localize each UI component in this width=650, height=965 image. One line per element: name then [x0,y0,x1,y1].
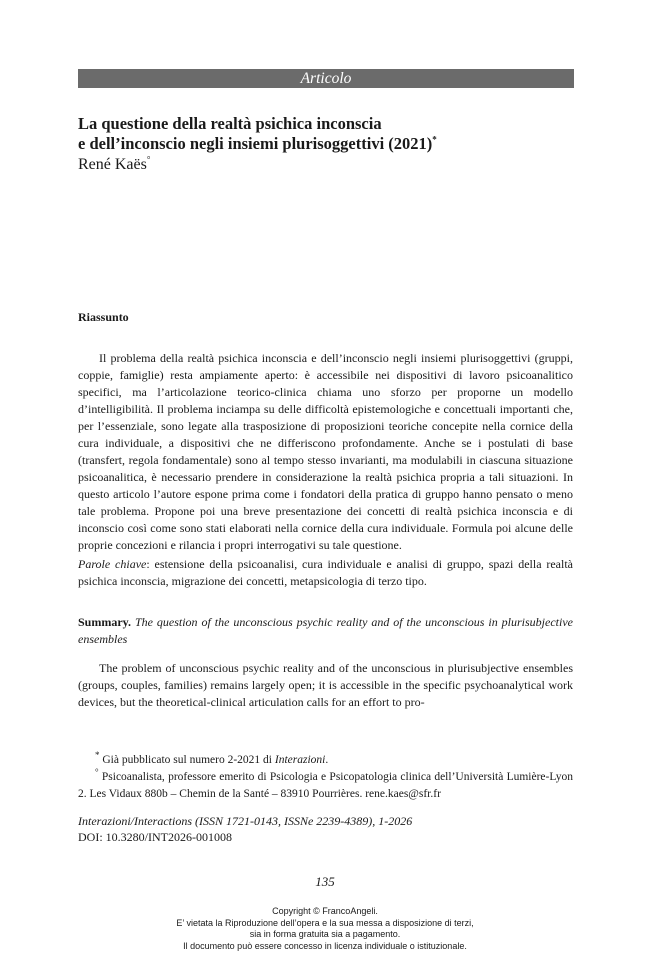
section-banner: Articolo [78,69,574,88]
summary-title: The question of the unconscious psychic reality and of the unconscious in plurisubjective ensembles [78,615,573,646]
copyright-line-4: Il documento può essere concesso in licenza individuale o istituzionale. [183,940,467,951]
riassunto-heading: Riassunto [78,310,129,324]
footnote-1-journal: Interazioni [274,754,326,766]
article-title-line2 [78,134,578,154]
author-footnote-mark: ° [146,154,151,165]
author-name-text: René Kaës [78,156,147,173]
journal-line: Interazioni/Interactions (ISSN 1721-0143, ISSNe 2239-4389), 1-2026 [78,814,413,828]
summary-paragraph [78,660,573,711]
footnote-1-end: . [325,754,329,766]
page-number: 135 [315,874,335,889]
copyright-line-1: Copyright © FrancoAngeli. [272,906,378,916]
title-footnote-mark: * [432,134,437,145]
author-name [78,156,150,174]
parole-chiave-label: Parole chiave [78,557,147,571]
summary-heading-paragraph [78,614,573,648]
copyright-line-3: sia in forma gratuita sia a pagamento. [249,929,401,939]
article-title-line1: La questione della realtà psichica inconscia [78,114,382,133]
footnote-2-text: Psicoanalista, professore emerito di Psicologia e Psicopatologia clinica dell’Università Lumière-Lyon 2. Les Vidaux 880b – Chemin de la Santé – 83910 Pourrières. rene.kaes@sfr.fr [78,771,574,800]
footnote-1-mark: * [95,750,100,761]
riassunto-text: Il problema della realtà psichica inconscia e dell’inconscio negli insiemi plurisoggettivi (gruppi, coppie, famiglie) resta ampiamente aperto: è accessibile nei dispositivi di lavoro psicoanalitico specifici, ma l’articolazione teorico-clinica chiama uno sforzo per proporne un modello d’intelligibilità. Il problema inciampa su delle difficoltà epistemologiche e concettuali importanti che, per l’essenziale, sono legate alla trasposizione di proposizioni teoriche concepite nella cornice della cura individuale, a dispositivi che ne differiscono profondamente. Anche se i postulati di base (transfert, regola fondamentale) sono al tempo stesso invarianti, ma modulabili in ciascuna situazione psicoanalitica, è necessario prendere in considerazione la realtà psichica propria a tali situazioni. In questo articolo l’autore espone prima come i fondatori della pratica di gruppo hanno pensato o meno tale problema. Propone poi una breve presentazione dei concetti di realtà psichica inconscia e di inconscio così come sono stati elaborati nella cornice della cura individuale. Formula poi alcune delle proprie concezioni e rilancia i propri interrogativi su tale questione. [78,351,573,552]
copyright-line-2: E’ vietata la Riproduzione dell’opera e la sua messa a disposizione di terzi, [176,917,474,928]
footnote-1 [78,752,573,769]
riassunto-paragraph [78,350,573,554]
summary-heading: Summary. [78,615,132,629]
doi-line: DOI: 10.3280/INT2026-001008 [78,830,232,844]
article-title-text: e dell’inconscio negli insiemi plurisoggettivi (2021) [78,134,433,153]
footnote-1-text: Già pubblicato sul numero 2-2021 di [102,754,275,766]
summary-text: The problem of unconscious psychic reality and of the unconscious in plurisubjective ensembles (groups, couples, families) remains largely open; it is accessible in the specific psychoanalytical work devices, but the theoretical-clinical articulation calls for an effort to pro- [78,661,573,709]
footnote-2 [78,769,573,803]
footnote-2-mark: ° [95,767,99,778]
parole-chiave-text: : estensione della psicoanalisi, cura individuale e analisi di gruppo, spazi della realtà psichica inconscia, migrazione dei concetti, metapsicologia di terzo tipo. [78,557,574,588]
parole-chiave-paragraph [78,556,573,590]
